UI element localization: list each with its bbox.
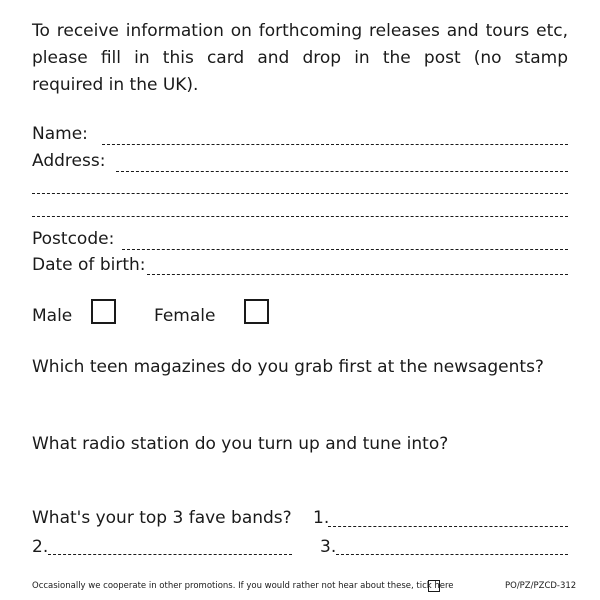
intro-paragraph (32, 18, 568, 99)
dob-label: Date of birth: (32, 255, 146, 275)
male-checkbox[interactable] (91, 299, 116, 324)
male-label: Male (32, 306, 73, 326)
postcode-field[interactable] (122, 249, 568, 250)
band-2-label: 2. (32, 537, 49, 557)
dob-field[interactable] (147, 274, 568, 275)
intro-line-2: please fill in this card and drop in the post (no stamp (32, 48, 568, 68)
radio-question: What radio station do you turn up and tune into? (32, 434, 449, 454)
band-1-field[interactable] (328, 526, 568, 527)
optout-checkbox[interactable] (428, 580, 440, 592)
address-field-line-1[interactable] (116, 171, 568, 172)
female-label: Female (154, 306, 216, 326)
band-3-label: 3. (320, 537, 337, 557)
intro-line-3: required in the UK). (32, 75, 199, 95)
intro-line-1: To receive information on forthcoming releases and tours etc, (32, 21, 568, 41)
bands-question: What's your top 3 fave bands? (32, 508, 292, 528)
magazines-question: Which teen magazines do you grab first at the newsagents? (32, 357, 544, 377)
address-field-line-3[interactable] (32, 216, 568, 217)
band-1-label: 1. (313, 508, 330, 528)
address-field-line-2[interactable] (32, 193, 568, 194)
band-2-field[interactable] (48, 554, 292, 555)
name-field[interactable] (102, 144, 568, 145)
band-3-field[interactable] (336, 554, 568, 555)
female-checkbox[interactable] (244, 299, 269, 324)
address-label: Address: (32, 151, 106, 171)
optout-text: Occasionally we cooperate in other promotions. If you would rather not hear about these, tick here (32, 581, 454, 591)
name-label: Name: (32, 124, 88, 144)
catalog-number: PO/PZ/PZCD-312 (505, 581, 577, 591)
postcode-label: Postcode: (32, 229, 115, 249)
